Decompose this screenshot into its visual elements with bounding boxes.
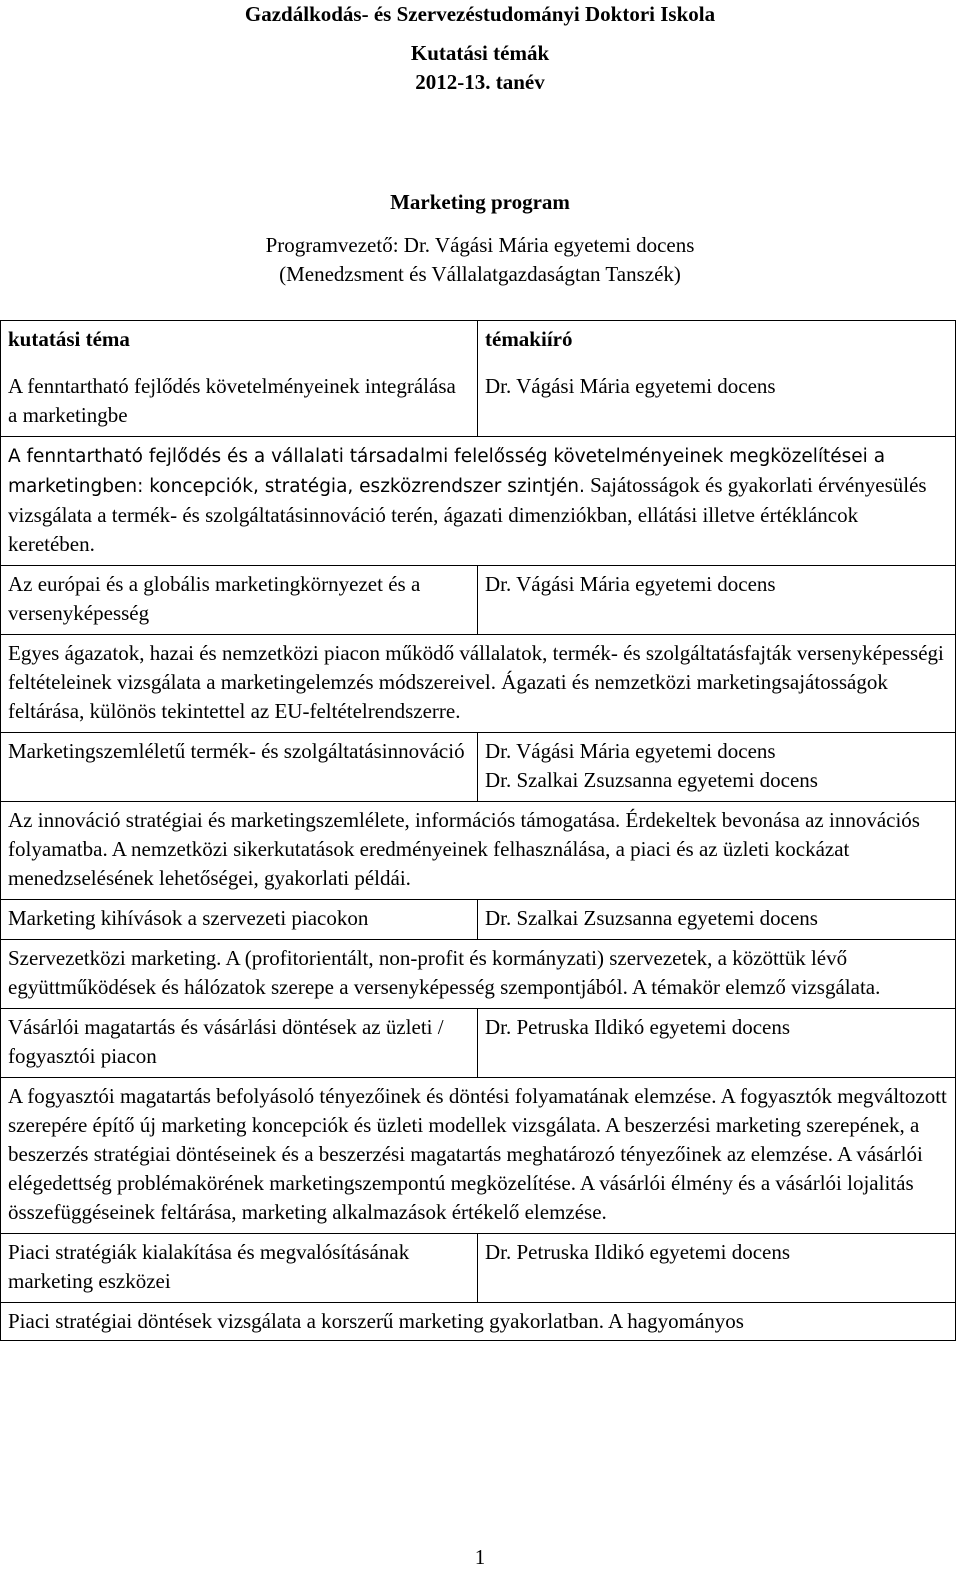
topic-description-text: A fogyasztói magatartás befolyásoló tényezőinek és döntési folyamatának elemzése. A fogyasztók megváltozott szerepére építő új marketing koncepciók és üzleti modellek vizsgálata. A beszerzési marketing szerepének, a beszerzés stratégiai döntéseinek és a beszerzési magatartás meghatározó tényezőinek az elemzése. A vásárlói elégedettség problémakörének marketingszempontú megközelítése. A vásárlói élmény és a vásárlói lojalitás összefüggéseinek feltárása, marketing alkalmazások értékelő elemzése. [8,1084,947,1224]
topic-description [1,802,956,900]
column-header-author: témakiíró [485,327,573,351]
topic-title: Az európai és a globális marketingkörnyezet és a versenyképesség [8,572,421,625]
topic-title: A fenntartható fejlődés követelményeinek integrálása a marketingbe [8,374,456,427]
topic-cell [1,733,478,802]
topic-author: Dr. Szalkai Zsuzsanna egyetemi docens [485,906,818,930]
topics-table [0,320,956,1341]
author-cell [478,733,956,802]
author-cell [478,1234,956,1303]
topic-description [1,940,956,1009]
topic-title: Vásárlói magatartás és vásárlási döntések az üzleti / fogyasztói piacon [8,1015,444,1068]
topic-description-text: Szervezetközi marketing. A (profitorientált, non-profit és kormányzati) szervezetek, a közöttük lévő együttműködések és hálózatok szerepe a versenyképesség szempontjából. A témakör elemző vizsgálata. [8,946,881,999]
table-row [1,635,956,733]
table-row [1,1009,956,1078]
program-leader: Programvezető: Dr. Vágási Mária egyetemi docens [265,233,695,257]
topic-description [1,437,956,566]
academic-year: 2012-13. tanév [415,70,545,94]
table-row [1,733,956,802]
document-title: Kutatási témák [410,41,550,65]
table-row [1,1303,956,1341]
table-row [1,437,956,566]
topic-cell [1,321,478,437]
program-name: Marketing program [390,190,570,214]
school-name: Gazdálkodás- és Szervezéstudományi Doktori Iskola [244,2,716,26]
topic-description [1,1078,956,1234]
topic-description [1,1303,956,1341]
topic-description-text: Az innováció stratégiai és marketingszemlélete, információs támogatása. Érdekeltek bevonása az innovációs folyamatba. A nemzetközi sikerkutatások eredményeinek felhasználása, a piaci és az üzleti kockázat menedzselésének lehetőségei, gyakorlati példái. [8,808,920,890]
table-row [1,321,956,437]
topic-cell [1,566,478,635]
topic-author: Dr. Petruska Ildikó egyetemi docens [485,1015,791,1039]
topic-description-part: A fenntartható fejlődés és a vállalati társadalmi felelősség követelményeinek megközelítései a marketingben: koncepciók, stratégia, eszközrendszer szintjén. [8,446,886,497]
topic-cell [1,1234,478,1303]
topic-description-text: Egyes ágazatok, hazai és nemzetközi piacon működő vállalatok, termék- és szolgáltatásfajták versenyképességi feltételeinek vizsgálata a marketingelemzés módszereivel. Ágazati és nemzetközi marketingsajátosságok feltárása, különös tekintettel az EU-feltételrendszerre. [8,641,944,723]
author-cell [478,321,956,437]
table-row [1,1234,956,1303]
table-row [1,1078,956,1234]
topic-title: Marketing kihívások a szervezeti piacokon [8,906,369,930]
author-cell [478,1009,956,1078]
topic-description [1,635,956,733]
topic-description-part: Sajátosságok és gyakorlati érvényesülés vizsgálata a termék- és szolgáltatásinnováció terén, ágazati dimenziókban, ellátási illetve értékláncok keretében. [8,473,927,556]
topic-cell [1,1009,478,1078]
column-header-topic: kutatási téma [8,327,130,351]
topic-author: Dr. Petruska Ildikó egyetemi docens [485,1240,791,1264]
author-cell [478,900,956,940]
topic-author: Dr. Vágási Mária egyetemi docens [485,374,776,398]
table-row [1,900,956,940]
topic-author: Dr. Vágási Mária egyetemi docens [485,739,776,763]
page-number: 1 [474,1545,486,1569]
topic-description-text: Piaci stratégiai döntések vizsgálata a korszerű marketing gyakorlatban. A hagyományos [8,1309,744,1333]
topic-author: Dr. Vágási Mária egyetemi docens [485,572,776,596]
table-row [1,940,956,1009]
topic-title: Marketingszemléletű termék- és szolgáltatásinnováció [8,739,465,763]
author-cell [478,566,956,635]
topic-author: Dr. Szalkai Zsuzsanna egyetemi docens [485,768,818,792]
table-row [1,802,956,900]
table-row [1,566,956,635]
topic-cell [1,900,478,940]
topic-title: Piaci stratégiák kialakítása és megvalósításának marketing eszközei [8,1240,410,1293]
department: (Menedzsment és Vállalatgazdaságtan Tanszék) [279,262,681,286]
